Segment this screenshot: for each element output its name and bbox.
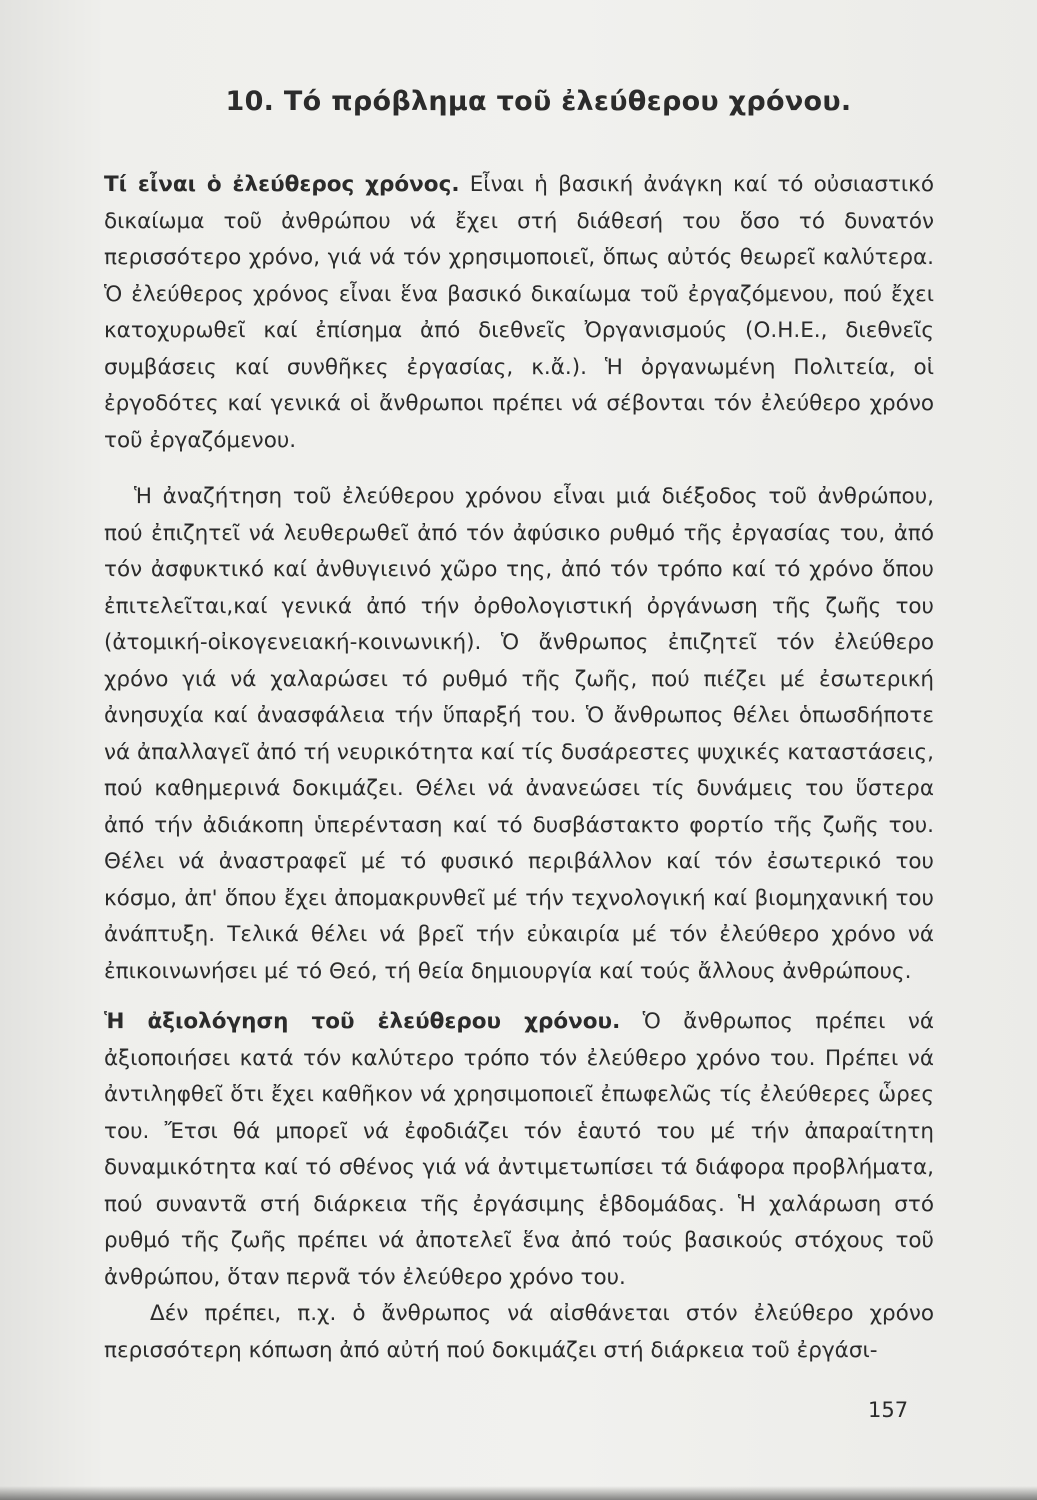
paragraph-3 xyxy=(104,1004,934,1296)
paragraph-1-text: Εἶναι ἡ βασική ἀνάγκη καί τό οὐσιαστικό δικαίωμα τοῦ ἀνθρώπου νά ἔχει στή διάθεσή του ὅσο τό δυνατόν περισσότερο χρόνο, γιά νά τόν χρησιμοποιεῖ, ὅπως αὐτός θεωρεῖ καλύτερα. Ὁ ἐλεύθερος χρόνος εἶναι ἕνα βασικό δικαίωμα τοῦ ἐργαζόμενου, πού ἔχει κατοχυρωθεῖ καί ἐπίσημα ἀπό διεθνεῖς Ὀργανισμούς (Ο.Η.Ε., διεθνεῖς συμβάσεις καί συνθῆκες ἐργασίας, κ.ἄ.). Ἡ ὀργανωμένη Πολιτεία, οἱ ἐργοδότες καί γενικά οἱ ἄνθρωποι πρέπει νά σέβονται τόν ἐλεύθερο χρόνο τοῦ ἐργαζόμενου. xyxy=(104,172,934,453)
paragraph-2-text: Ἡ ἀναζήτηση τοῦ ἐλεύθερου χρόνου εἶναι μιά διέξοδος τοῦ ἀνθρώπου, πού ἐπιζητεῖ νά λευθερωθεῖ ἀπό τόν ἀφύσικο ρυθμό τῆς ἐργασίας του, ἀπό τόν ἀσφυκτικό καί ἀνθυγιεινό χῶρο της, ἀπό τόν τρόπο καί τό χρόνο ὅπου ἐπιτελεῖται,καί γενικά ἀπό τήν ὀρθολογιστική ὀργάνωση τῆς ζωῆς του (ἀτομική-οἰκογενειακή-κοινωνική). Ὁ ἄνθρωπος ἐπιζητεῖ τόν ἐλεύθερο χρόνο γιά νά χαλαρώσει τό ρυθμό τῆς ζωῆς, πού πιέζει μέ ἐσωτερική ἀνησυχία καί ἀνασφάλεια τήν ὕπαρξή του. Ὁ ἄνθρωπος θέλει ὁπωσδήποτε νά ἀπαλλαγεῖ ἀπό τή νευρικότητα καί τίς δυσάρεστες ψυχικές καταστάσεις, πού καθημερινά δοκιμάζει. Θέλει νά ἀνανεώσει τίς δυνάμεις του ὕστερα ἀπό τήν ἀδιάκοπη ὑπερένταση καί τό δυσβάστακτο φορτίο τῆς ζωῆς του. Θέλει νά ἀναστραφεῖ μέ τό φυσικό περιβάλλον καί τόν ἐσωτερικό του κόσμο, ἀπ' ὅπου ἔχει ἀπομακρυνθεῖ μέ τήν τεχνολογική καί βιομηχανική του ἀνάπτυξη. Τελικά θέλει νά βρεῖ τήν εὐκαιρία μέ τόν ἐλεύθερο χρόνο νά ἐπικοινωνήσει μέ τό Θεό, τή θεία δημιουργία καί τούς ἄλλους ἀνθρώπους. xyxy=(104,484,934,984)
paragraph-4-text: Δέν πρέπει, π.χ. ὁ ἄνθρωπος νά αἰσθάνεται στόν ἐλεύθερο χρόνο περισσότερη κόπωση ἀπό αὐτή πού δοκιμάζει στή διάρκεια τοῦ ἐργάσι- xyxy=(104,1301,934,1363)
paragraph-1-heading: Τί εἶναι ὁ ἐλεύθερος χρόνος. xyxy=(104,172,460,197)
paragraph-2 xyxy=(104,479,934,990)
section-title: 10. Τό πρόβλημα τοῦ ἐλεύθερου χρόνου. xyxy=(225,86,852,117)
paragraph-1 xyxy=(104,167,934,459)
paragraph-3-heading: Ἡ ἀξιολόγηση τοῦ ἐλεύθερου χρόνου. xyxy=(104,1009,621,1034)
page-number: 157 xyxy=(868,1398,909,1422)
paragraph-4 xyxy=(104,1296,934,1369)
paragraph-3-text: Ὁ ἄνθρωπος πρέπει νά ἀξιοποιήσει κατά τόν καλύτερο τρόπο τόν ἐλεύθερο χρόνο του. Πρέπει νά ἀντιληφθεῖ ὅτι ἔχει καθῆκον νά χρησιμοποιεῖ ἐπωφελῶς τίς ἐλεύθερες ὧρες του. Ἔτσι θά μπορεῖ νά ἐφοδιάζει τόν ἑαυτό του μέ τήν ἀπαραίτητη δυναμικότητα καί τό σθένος γιά νά ἀντιμετωπίσει τά διάφορα προβλήματα, πού συναντᾶ στή διάρκεια τῆς ἐργάσιμης ἑβδομάδας. Ἡ χαλάρωση στό ρυθμό τῆς ζωῆς πρέπει νά ἀποτελεῖ ἕνα ἀπό τούς βασικούς στόχους τοῦ ἀνθρώπου, ὅταν περνᾶ τόν ἐλεύθερο χρόνο του. xyxy=(104,1009,935,1290)
body-text xyxy=(104,167,934,1369)
page-edge-shadow xyxy=(0,1486,1037,1500)
